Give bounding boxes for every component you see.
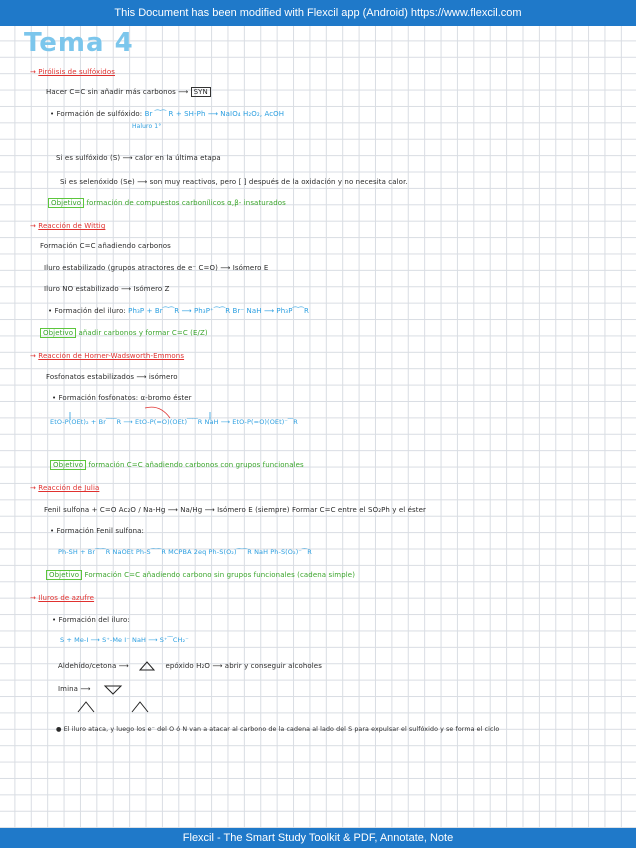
notebook-page (0, 26, 636, 828)
text: Hacer C=C sin añadir más carbonos ⟶ (46, 88, 189, 96)
objective-text: añadir carbonos y formar C=C (E/Z) (78, 329, 208, 337)
objective-badge: Objetivo (48, 198, 84, 208)
aziridine-icon (101, 682, 125, 696)
objective-text: formación de compuestos carbonílicos α,β- insaturados (86, 199, 286, 207)
text-line (58, 660, 322, 672)
text-line: Iluro estabilizado (grupos atractores de e⁻ C=O) ⟶ Isómero E (44, 264, 269, 272)
flexcil-bottom-banner (0, 828, 636, 848)
objective-badge: Objetivo (40, 328, 76, 338)
section-sulfur-ylides (30, 594, 94, 602)
text-line (46, 88, 211, 96)
section-heading: Pirólisis de sulfóxidos (38, 68, 115, 76)
objective (48, 198, 286, 208)
mechanism-drawing (70, 696, 160, 718)
objective-text: formación C=C añadiendo carbonos con grupos funcionales (88, 461, 304, 469)
sulfur-ylide-scheme: S + Me-I ⟶ S⁺-Me I⁻ NaH ⟶ S⁺⁀CH₂⁻ (60, 636, 189, 644)
text-line: Fosfonatos estabilizados ⟶ isómero (46, 373, 178, 381)
objective-badge: Objetivo (46, 570, 82, 580)
section-heading: Iluros de azufre (38, 594, 95, 602)
objective-badge: Objetivo (50, 460, 86, 470)
epoxide-icon (137, 660, 157, 672)
mechanism-note: ● El iluro ataca, y luego los e⁻ del O ó N van a atacar al carbono de la cadena al lado del S para expulsar el sulfóxido y se forma el ciclo (56, 726, 500, 733)
banner-bottom-text: Flexcil - The Smart Study Toolkit & PDF, Annotate, Note (182, 832, 454, 844)
section-heading: Reacción de Wittig (38, 222, 106, 230)
chem-scheme: Ph₃P + Br⁀⁀R ⟶ Ph₃P⁺⁀⁀R Br⁻ NaH ⟶ Ph₃P⁀⁀R (128, 307, 309, 315)
objective (46, 570, 355, 580)
label: • Formación del iluro: (48, 307, 126, 315)
flexcil-top-banner (0, 0, 636, 26)
sulfoxide-formation (50, 110, 284, 118)
syn-box: SYN (191, 87, 211, 97)
phosphonate-drawing (60, 406, 260, 440)
chem-scheme: Br ⁀⁀ R + SH-Ph ⟶ NaIO₄ H₂O₂, AcOH (144, 110, 285, 118)
arrow-icon: → (30, 594, 36, 602)
section-heading: Reacción de Julia (38, 484, 100, 492)
section-hwe (30, 352, 184, 360)
text-line (58, 682, 125, 696)
text-line: Fenil sulfona + C=O Ac₂O / Na-Hg ⟶ Na/Hg ⟶ Isómero E (siempre) Formar C=C entre el SO₂Ph y el éster (44, 506, 427, 514)
page-title: Tema 4 (24, 28, 134, 58)
text-line: Iluro NO estabilizado ⟶ Isómero Z (44, 285, 170, 293)
sulfur-ylide-formation-label: • Formación del iluro: (52, 616, 130, 624)
arrow-icon: → (30, 68, 36, 76)
arrow-icon: → (30, 352, 36, 360)
objective (40, 328, 208, 338)
arrow-icon: → (30, 484, 36, 492)
text: epóxido H₂O ⟶ abrir y conseguir alcoholes (165, 662, 322, 670)
phosphonate-formation-label: • Formación fosfonatos: α-bromo éster (52, 394, 192, 402)
arrow-icon: → (30, 222, 36, 230)
objective (50, 460, 304, 470)
section-pirolisis (30, 68, 115, 76)
section-wittig (30, 222, 105, 230)
ylide-formation (48, 307, 309, 315)
label: • Formación de sulfóxido: (50, 110, 143, 118)
section-julia (30, 484, 99, 492)
text: Imina ⟶ (58, 685, 91, 693)
text: Aldehído/cetona ⟶ (58, 662, 129, 670)
phosphonate-scheme: EtO-P(OEt)₂ + Br⁀⁀R ⟶ EtO-P(=O)(OEt)⁀⁀R NaH ⟶ EtO-P(=O)(OEt)⁻⁀R (50, 418, 298, 426)
text-line: Si es selenóxido (Se) ⟶ son muy reactivos, pero [ ] después de la oxidación y no necesita calor. (60, 178, 408, 186)
sulfone-formation-label: • Formación Fenil sulfona: (50, 527, 144, 535)
banner-top-text: This Document has been modified with Flexcil app (Android) https://www.flexcil.com (114, 7, 522, 19)
text-line: Formación C=C añadiendo carbonos (40, 242, 171, 250)
section-heading: Reacción de Horner-Wadsworth-Emmons (38, 352, 185, 360)
objective-text: Formación C=C añadiendo carbono sin grupos funcionales (cadena simple) (84, 571, 356, 579)
haluro-label: Haluro 1° (132, 123, 162, 130)
sulfone-scheme: Ph-SH + Br⁀⁀R NaOEt Ph-S⁀⁀R MCPBA 2eq Ph-S(O₂)⁀⁀R NaH Ph-S(O₂)⁻⁀R (58, 548, 312, 556)
text-line: Si es sulfóxido (S) ⟶ calor en la última etapa (56, 154, 221, 162)
